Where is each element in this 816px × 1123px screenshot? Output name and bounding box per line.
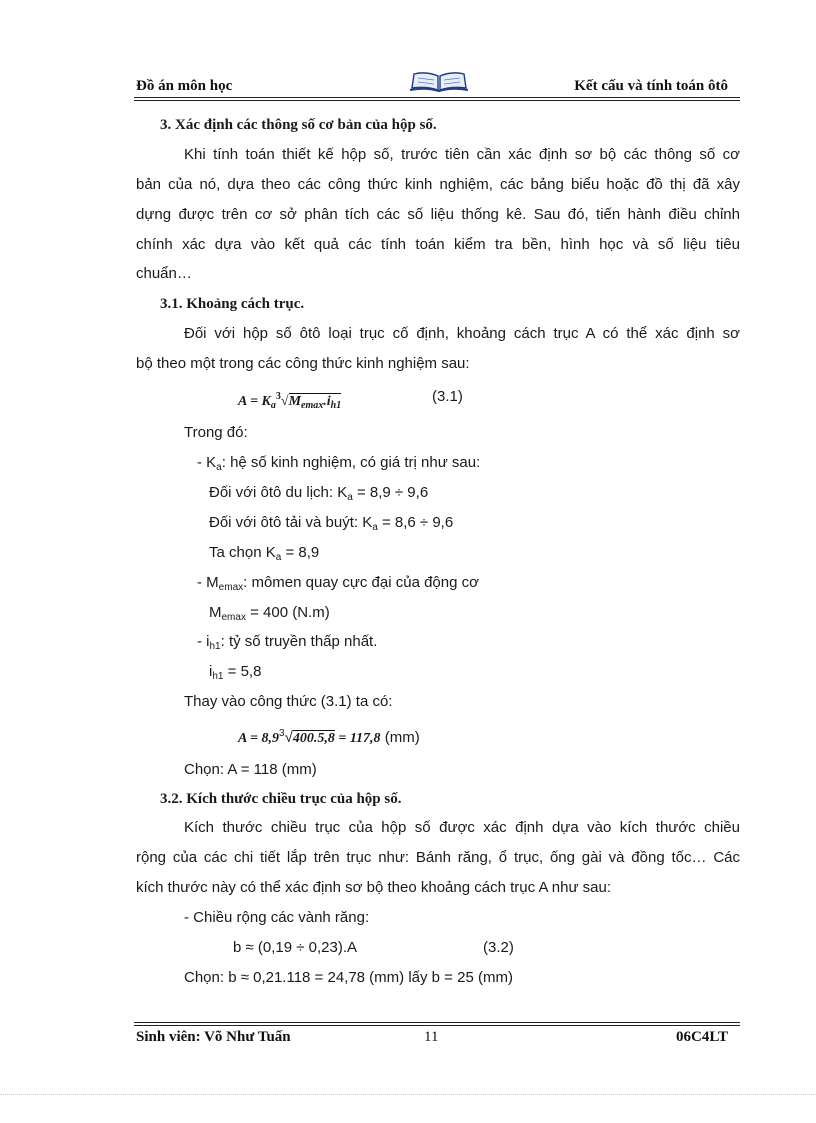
page-number: 11 bbox=[424, 1029, 439, 1045]
paragraph-line: Đối với hộp số ôtô loại trục cố định, khoảng cách trục A có thể xác định sơ bbox=[184, 325, 740, 342]
section-3-1-title: 3.1. Khoảng cách trục. bbox=[160, 296, 305, 312]
paragraph-line: dựng được trên cơ sở phân tích các số liệu thống kê. Sau đó, tiến hành điều chỉnh bbox=[136, 206, 740, 223]
book-icon bbox=[408, 70, 470, 92]
header-subject: Kết cấu và tính toán ôtô bbox=[574, 78, 728, 94]
formula-sub: a bbox=[270, 400, 276, 411]
list-item: Ta chọn $K_a = 8,9$ bbox=[209, 544, 320, 563]
header-course: Đồ án môn học bbox=[136, 78, 233, 94]
formula-sub: h1 bbox=[330, 400, 342, 411]
calc-unit: (mm) bbox=[380, 729, 420, 746]
header-rule bbox=[134, 100, 740, 101]
formula-i: i bbox=[326, 394, 331, 409]
formula-root: M bbox=[288, 394, 302, 409]
list-item: $i_{h1} = 5,8$ bbox=[209, 663, 262, 682]
paragraph-line: Kích thước chiều trục của hộp số được xác định dựa vào kích thước chiều bbox=[184, 819, 740, 836]
substitute-text: Thay vào công thức (3.1) ta có: bbox=[184, 693, 393, 710]
choose-b: Chọn: b ≈ 0,21.118 = 24,78 (mm) lấy b = 25 (mm) bbox=[184, 969, 513, 986]
list-item: - Chiều rộng các vành răng: bbox=[184, 909, 370, 926]
choose-a: Chọn: A = 118 (mm) bbox=[184, 761, 317, 778]
calculation: $A = 8,9^3√400.5,8 = 117,8$ (mm) bbox=[238, 728, 420, 746]
formula-3-1: $A = K_a^3√M_{emax}.i_{h1}$ bbox=[238, 391, 342, 411]
list-item: Đối với ôtô tải và buýt: $K_a = 8,6 \div 9,6$ bbox=[209, 514, 454, 533]
paragraph-line: bộ theo một trong các công thức kinh nghiệm sau: bbox=[136, 355, 470, 372]
section-3-2-title: 3.2. Kích thước chiều trục của hộp số. bbox=[160, 791, 402, 807]
list-item: Đối với ôtô du lịch: $K_a = 8,9 \div 9,6$ bbox=[209, 484, 429, 503]
formula-number: (3.2) bbox=[483, 939, 514, 956]
page-edge bbox=[0, 1094, 816, 1097]
calc-result: = 117,8 bbox=[334, 731, 381, 746]
formula-number: (3.1) bbox=[432, 388, 463, 405]
paragraph-line: kích thước này có thể xác định sơ bộ theo khoảng cách trục A như sau: bbox=[136, 879, 612, 896]
paragraph-line: rộng của các chi tiết lắp trên trục như: Bánh răng, ổ trục, ống gài và đồng tốc… Các bbox=[136, 849, 740, 866]
list-item: - $M_{emax}$: mômen quay cực đại của động cơ bbox=[197, 574, 479, 593]
section-3-title: 3. Xác định các thông số cơ bản của hộp số. bbox=[160, 117, 437, 133]
header-rule bbox=[134, 97, 740, 98]
cube-root-index: 3 bbox=[275, 391, 281, 402]
paragraph-line: chuẩn… bbox=[136, 265, 192, 282]
calc-lhs: A = 8,9 bbox=[238, 731, 280, 746]
cube-root-index: 3 bbox=[279, 728, 285, 739]
footer-class: 06C4LT bbox=[676, 1029, 728, 1045]
formula-sub: emax bbox=[301, 400, 324, 411]
list-item: $M_{emax} = 400$ (N.m) bbox=[209, 604, 330, 623]
where-label: Trong đó: bbox=[184, 424, 248, 441]
footer-rule bbox=[134, 1022, 740, 1023]
paragraph-line: bản của nó, dựa theo các công thức kinh nghiệm, các bảng biểu hoặc đồ thị đã xây bbox=[136, 176, 740, 193]
footer-rule bbox=[134, 1025, 740, 1026]
formula-3-2: b ≈ (0,19 ÷ 0,23).A bbox=[233, 939, 358, 956]
footer-student: Sinh viên: Võ Như Tuấn bbox=[136, 1029, 291, 1045]
calc-root: 400.5,8 bbox=[292, 731, 335, 746]
formula-lhs: A = K bbox=[238, 394, 271, 409]
list-item: - $i_{h1}$: tỷ số truyền thấp nhất. bbox=[197, 633, 378, 652]
paragraph-line: Khi tính toán thiết kế hộp số, trước tiên cần xác định sơ bộ các thông số cơ bbox=[184, 146, 740, 163]
paragraph-line: chính xác dựa vào kết quả các tính toán kiểm tra bền, hình học và số liệu tiêu bbox=[136, 236, 740, 253]
list-item: - $K_a$: hệ số kinh nghiệm, có giá trị như sau: bbox=[197, 454, 481, 473]
